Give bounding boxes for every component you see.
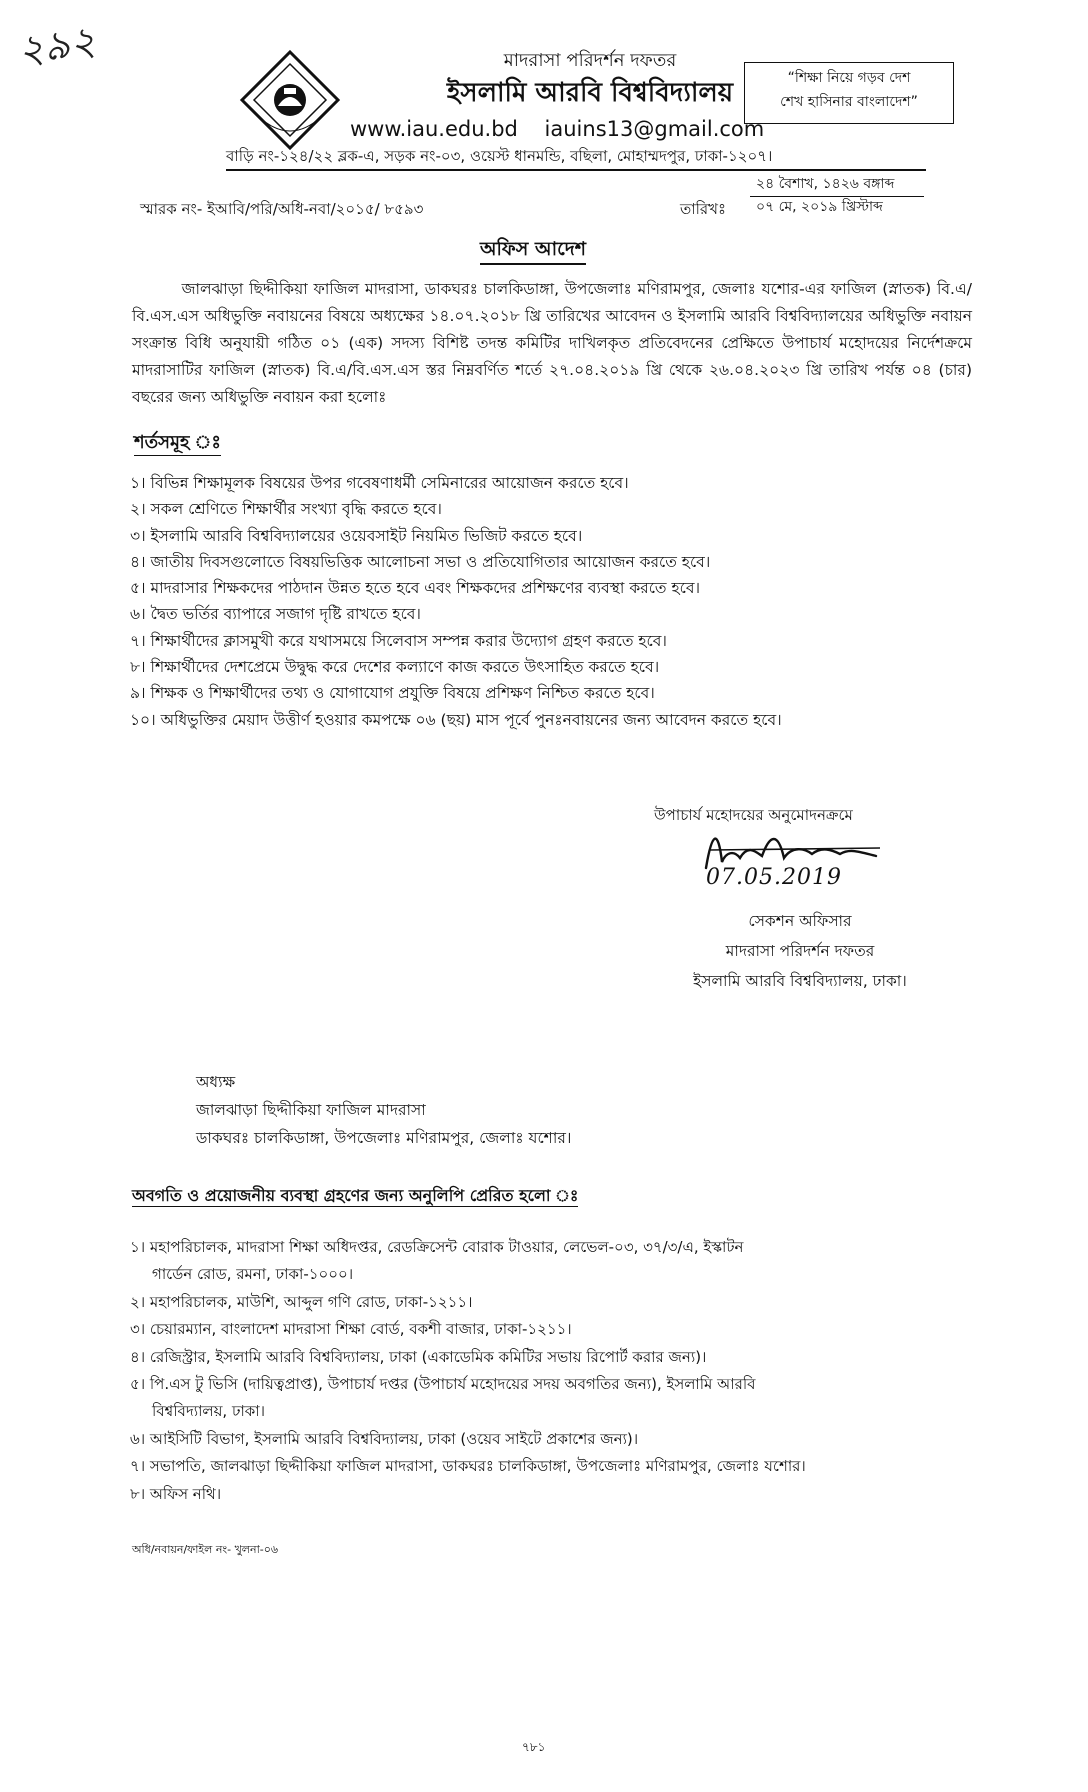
cc-item: ২। মহাপরিচালক, মাউশি, আব্দুল গণি রোড, ঢাকা-১২১১। [130, 1292, 473, 1311]
cc-item: ৭। সভাপতি, জালঝাড়া ছিদ্দীকিয়া ফাজিল মাদরাসা, ডাকঘরঃ চালকিডাঙ্গা, উপজেলাঃ মণিরামপুর, জেলাঃ যশোর। [130, 1457, 806, 1476]
slogan-line-2: শেখ হাসিনার বাংলাদেশ” [780, 93, 918, 110]
condition-item: ২। সকল শ্রেণিতে শিক্ষার্থীর সংখ্যা বৃদ্ধি করতে হবে। [130, 500, 442, 519]
conditions-title: শর্তসমূহ ঃ [134, 432, 221, 456]
office-name: মাদরাসা পরিদর্শন দফতর [503, 50, 677, 71]
contact-line [350, 116, 784, 142]
conditions-list [130, 470, 782, 733]
cc-item: ১। মহাপরিচালক, মাদরাসা শিক্ষা অধিদপ্তর, রেডক্রিসেন্ট বোরাক টাওয়ার, লেভেল-০৩, ৩৭/৩/এ, ইস্কাটন [130, 1238, 744, 1256]
condition-item: ৫। মাদরাসার শিক্ষকদের পাঠদান উন্নত হতে হবে এবং শিক্ষকদের প্রশিক্ষণের ব্যবস্থা করতে হবে। [130, 579, 701, 598]
header-divider [226, 169, 926, 171]
cc-item: ৩। চেয়ারম্যান, বাংলাদেশ মাদরাসা শিক্ষা বোর্ড, বকশী বাজার, ঢাকা-১২১১। [130, 1320, 572, 1339]
condition-item: ৯। শিক্ষক ও শিক্ষার্থীদের তথ্য ও যোগাযোগ প্রযুক্তি বিষয়ে প্রশিক্ষণ নিশ্চিত করতে হবে। [130, 684, 655, 703]
slogan-line-1: “শিক্ষা নিয়ে গড়ব দেশ [787, 70, 911, 86]
university-name: ইসলামি আরবি বিশ্ববিদ্যালয় [446, 78, 734, 108]
cc-title: অবগতি ও প্রয়োজনীয় ব্যবস্থা গ্রহণের জন্য অনুলিপি প্রেরিত হলো ঃ [132, 1186, 579, 1205]
date-english: ০৭ মে, ২০১৯ খ্রিস্টাব্দ [756, 198, 883, 215]
cc-item: ৫। পি.এস টু ভিসি (দায়িত্বপ্রাপ্ত), উপাচার্য দপ্তর (উপাচার্য মহোদয়ের সদয় অবগতির জন্য), ইসলামি আরবি [130, 1375, 756, 1394]
recipient-title: অধ্যক্ষ [196, 1073, 236, 1091]
date-box [750, 174, 924, 218]
recipient-address: ডাকঘরঃ চালকিডাঙ্গা, উপজেলাঃ মণিরামপুর, জেলাঃ যশোর। [196, 1129, 572, 1147]
file-reference: অধি/নবায়ন/ফাইল নং- খুলনা-০৬ [132, 1543, 279, 1556]
recipient-name: জালঝাড়া ছিদ্দীকিয়া ফাজিল মাদরাসা [196, 1101, 426, 1119]
cc-item: ৮। অফিস নথি। [130, 1484, 222, 1503]
page-number: ৭৮১ [522, 1740, 546, 1754]
condition-item: ৮। শিক্ষার্থীদের দেশপ্রেমে উদ্বুদ্ধ করে দেশের কল্যাণে কাজ করতে উৎসাহিত করতে হবে। [130, 658, 660, 677]
signatory-office: মাদরাসা পরিদর্শন দফতর [725, 942, 875, 960]
cc-item-continuation: গার্ডেন রোড, রমনা, ঢাকা-১০০০। [152, 1265, 354, 1284]
order-title: অফিস আদেশ [480, 238, 586, 265]
cc-list [130, 1234, 980, 1508]
condition-item: ১। বিভিন্ন শিক্ষামূলক বিষয়ের উপর গবেষণাধর্মী সেমিনারের আয়োজন করতে হবে। [130, 474, 629, 492]
signatory-designation: সেকশন অফিসার [748, 912, 852, 930]
address: বাড়ি নং-১২৪/২২ ব্লক-এ, সড়ক নং-০৩, ওয়েস্ট ধানমন্ডি, বছিলা, মোহাম্মদপুর, ঢাকা-১২০৭। [226, 147, 773, 165]
slogan-box [744, 62, 954, 124]
signatory [620, 906, 980, 996]
cc-item-continuation: বিশ্ববিদ্যালয়, ঢাকা। [152, 1402, 266, 1421]
email-link[interactable]: iauins13@gmail.com [544, 117, 765, 141]
approval-note: উপাচার্য মহোদয়ের অনুমোদনক্রমে [654, 806, 853, 824]
condition-item: ৪। জাতীয় দিবসগুলোতে বিষয়ভিত্তিক আলোচনা সভা ও প্রতিযোগিতার আয়োজন করতে হবে। [130, 552, 711, 571]
cc-item: ৬। আইসিটি বিভাগ, ইসলামি আরবি বিশ্ববিদ্যালয়, ঢাকা (ওয়েব সাইটে প্রকাশের জন্য)। [130, 1429, 639, 1448]
handwritten-date: 07.05.2019 [706, 865, 842, 890]
website-link[interactable]: www.iau.edu.bd [350, 117, 518, 141]
signatory-university: ইসলামি আরবি বিশ্ববিদ্যালয়, ঢাকা। [693, 972, 907, 990]
university-logo [238, 48, 342, 152]
date-bangla: ২৪ বৈশাখ, ১৪২৬ বঙ্গাব্দ [756, 176, 895, 192]
handwritten-mark: ২৯২ [14, 17, 99, 75]
cc-item: ৪। রেজিস্ট্রার, ইসলামি আরবি বিশ্ববিদ্যালয়, ঢাকা (একাডেমিক কমিটির সভায় রিপোর্ট করার জন্য)। [130, 1347, 707, 1366]
condition-item: ১০। অধিভুক্তির মেয়াদ উত্তীর্ণ হওয়ার কমপক্ষে ০৬ (ছয়) মাস পূর্বে পুনঃনবায়নের জন্য আবেদন করতে হবে। [130, 710, 782, 729]
recipient-block [196, 1068, 571, 1152]
condition-item: ৬। দ্বৈত ভর্তির ব্যাপারে সজাগ দৃষ্টি রাখতে হবে। [130, 605, 421, 624]
memo-number: স্মারক নং- ইআবি/পরি/অধি-নবা/২০১৫/ ৮৫৯৩ [140, 200, 424, 218]
condition-item: ৭। শিক্ষার্থীদের ক্লাসমুখী করে যথাসময়ে সিলেবাস সম্পন্ন করার উদ্যোগ গ্রহণ করতে হবে। [130, 631, 667, 650]
intro-paragraph: জালঝাড়া ছিদ্দীকিয়া ফাজিল মাদরাসা, ডাকঘরঃ চালকিডাঙ্গা, উপজেলাঃ মণিরামপুর, জেলাঃ যশোর-এর ফাজিল (স্নাতক) বি.এ/বি.এস.এস অধিভুক্তি নবায়নের বিষয়ে অধ্যক্ষের ১৪.০৭.২০১৮ খ্রি তারিখের আবেদন ও ইসলামি আরবি বিশ্ববিদ্যালয়ের অধিভুক্তি নবায়ন সংক্রান্ত বিধি অনুযায়ী গঠিত ০১ (এক) সদস্য বিশিষ্ট তদন্ত কমিটির দাখিলকৃত প্রতিবেদনের প্রেক্ষিতে উপাচার্য মহোদয়ের নির্দেশক্রমে মাদরাসাটির ফাজিল (স্নাতক) বি.এ/বি.এস.এস স্তর নিম্নবর্ণিত শর্তে ২৭.০৪.২০১৯ খ্রি থেকে ২৬.০৪.২০২৩ খ্রি তারিখ পর্যন্ত ০৪ (চার) বছরের জন্য অধিভুক্তি নবায়ন করা হলোঃ [132, 280, 972, 406]
condition-item: ৩। ইসলামি আরবি বিশ্ববিদ্যালয়ের ওয়েবসাইট নিয়মিত ভিজিট করতে হবে। [130, 526, 583, 545]
date-label: তারিখঃ [680, 200, 726, 218]
